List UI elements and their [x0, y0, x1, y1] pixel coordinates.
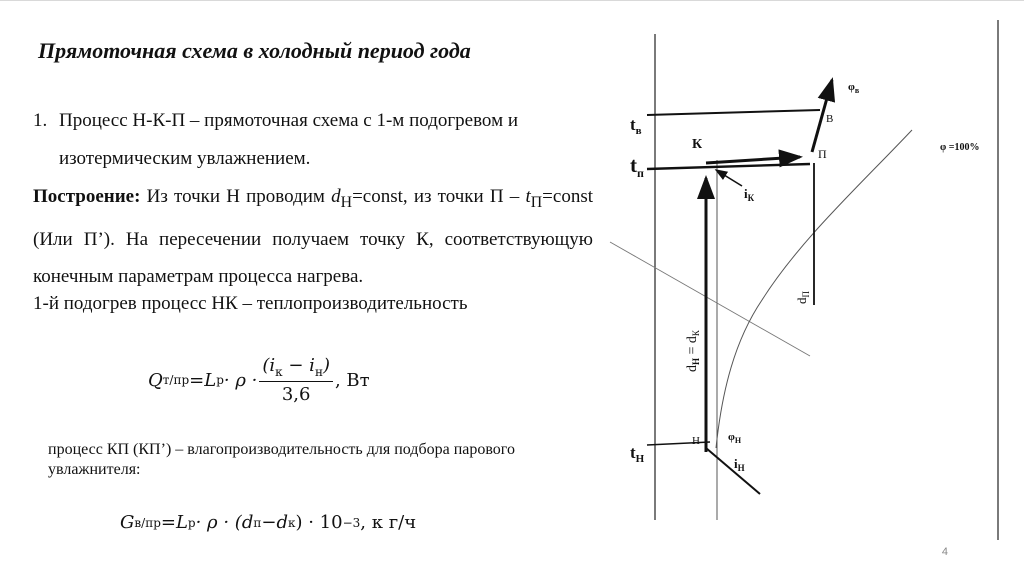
in-line [706, 448, 760, 494]
list-item-line-2: изотермическим увлажнением. [59, 148, 311, 169]
slide-title: Прямоточная схема в холодный период года [38, 38, 471, 63]
g-superscript: в/пр [134, 515, 161, 530]
l-symbol: L [175, 512, 188, 533]
l-subscript: р [216, 373, 224, 387]
tp-line [647, 164, 810, 169]
phi-100-label: φ =100% [940, 142, 980, 153]
dp-symbol: d [241, 512, 254, 533]
label-tv: $t_в$ [630, 115, 642, 137]
point-N-label: Н [692, 435, 700, 447]
heating-line: 1-й подогрев процесс НК – теплопроизводительность [33, 293, 468, 314]
moisture-text: процесс КП (КП’) – влагопроизводительность для подбора парового увлажнителя: [48, 441, 515, 478]
fraction [259, 355, 333, 405]
moisture-formula [120, 512, 416, 533]
d-symbol: d [331, 186, 341, 207]
minus-sign: − [261, 512, 277, 533]
q-superscript: т/пр [162, 373, 190, 387]
list-item-1 [33, 102, 593, 178]
point-V-label: В [826, 113, 834, 125]
in-label: $i_Н$ [734, 456, 745, 473]
page-number: 4 [941, 546, 948, 558]
t-subscript: П [530, 193, 543, 211]
list-number: 1. [33, 110, 48, 131]
construction-label: Построение: [33, 186, 141, 207]
dk-subscript: к [287, 515, 296, 530]
dot-rho: · ρ · ( [195, 512, 242, 533]
equals-sign: = [189, 369, 205, 391]
in-subscript: н [314, 365, 323, 379]
fraction-denominator: 3,6 [281, 384, 311, 405]
q-symbol: Q [148, 369, 163, 391]
fraction-numerator: $(i_к - i_н)$ [259, 355, 333, 382]
construction-text-1: Из точки Н проводим [140, 186, 332, 207]
exponent: −3 [342, 515, 361, 530]
t-symbol: t [525, 186, 531, 207]
dn-eq-dk-label: $d_Н = d_К$ [685, 330, 701, 372]
phi-n-label: $\varphi_Н$ [728, 431, 742, 445]
list-item-line-1: Процесс Н-К-П – прямоточная схема с 1-м подогревом и [59, 110, 519, 131]
g-symbol: G [120, 512, 135, 533]
dp-subscript: п [253, 515, 262, 530]
construction-text-3: =const (Или П’). На пересечении получаем точку К, соответствующую конечным параметрам процесса нагрева. [33, 186, 593, 287]
minus-sign: − [282, 355, 310, 376]
moisture-unit: , к г/ч [360, 512, 417, 533]
construction-text-2: =const, из точки П – [352, 186, 520, 207]
power-tail: ) · 10 [295, 512, 343, 533]
phi-v-label: $\varphi_в$ [848, 81, 860, 95]
ik-arrow [716, 170, 742, 186]
in-symbol: i [309, 355, 315, 376]
l-symbol: L [204, 369, 217, 391]
d-subscript: Н [340, 193, 353, 211]
tv-line [647, 110, 820, 115]
process-KP-arrow [706, 157, 800, 163]
ik-subscript: к [275, 365, 283, 379]
equals-sign: = [160, 512, 176, 533]
dk-symbol: d [276, 512, 288, 533]
l-subscript: р [187, 515, 196, 530]
label-tn: $t_Н$ [630, 443, 645, 465]
point-K-label: К [692, 137, 703, 152]
dp-label: $d_П$ [794, 291, 811, 304]
id-diagram [600, 0, 1024, 574]
ik-label: $i_К$ [744, 186, 755, 203]
label-tp: $t_п$ [630, 153, 644, 180]
enthalpy-guide-line [610, 242, 810, 356]
dot-rho: · ρ · [223, 369, 258, 391]
heat-formula [148, 355, 370, 405]
construction-paragraph [33, 178, 593, 295]
heat-unit: , Вт [334, 369, 370, 391]
ik-symbol: i [269, 355, 276, 376]
tn-line [647, 442, 710, 445]
point-P-label: П [818, 147, 827, 161]
